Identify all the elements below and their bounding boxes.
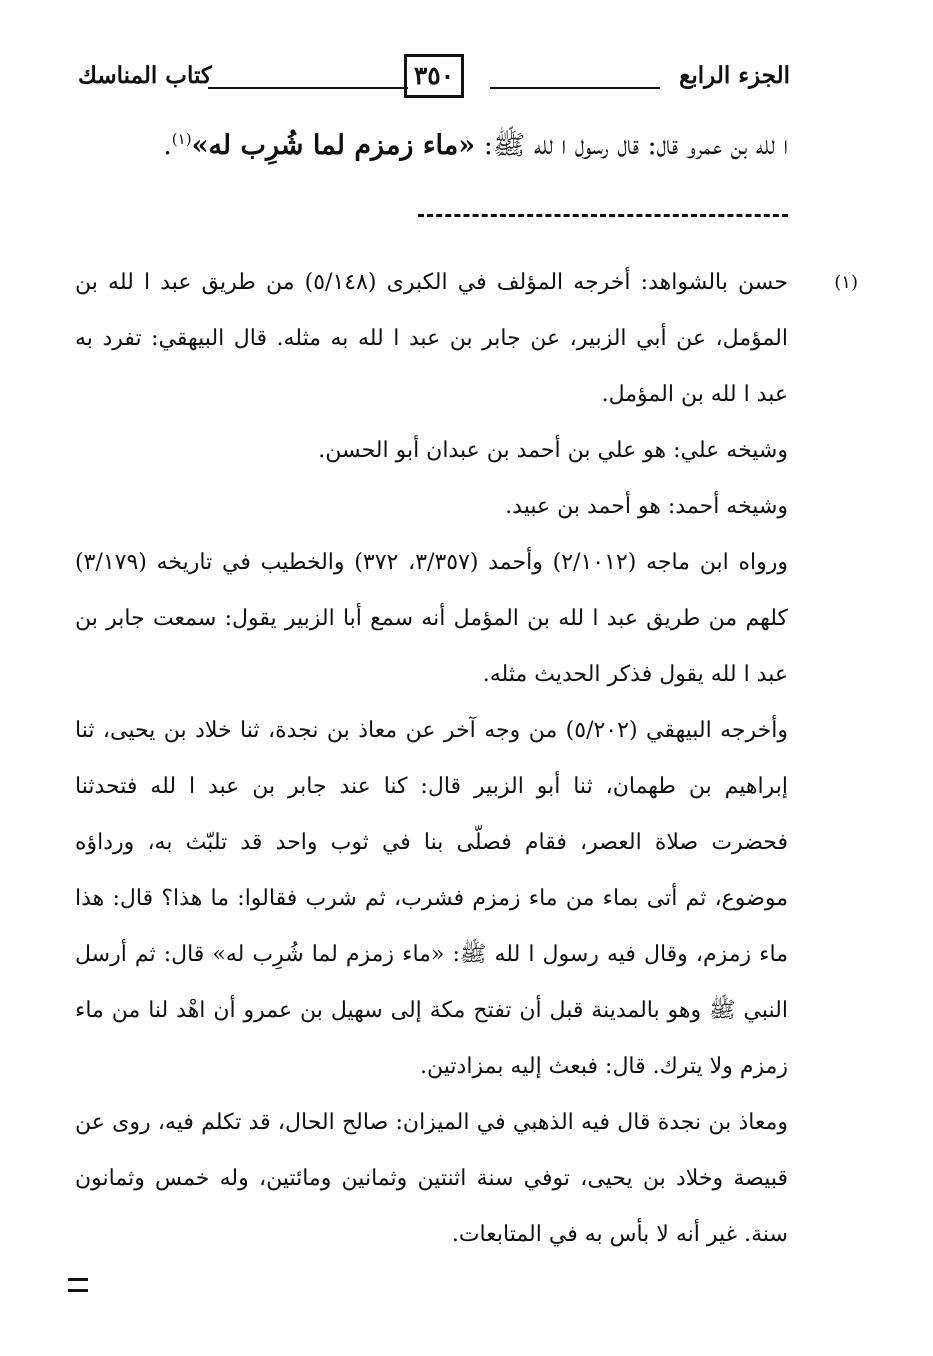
- end-of-page-mark: [68, 1278, 88, 1292]
- main-end: .: [163, 130, 172, 161]
- running-header: [78, 52, 790, 108]
- hadith-quote: «ماء زمزم لما شُرِب له»: [191, 130, 476, 161]
- book-title: كتاب المناسك: [78, 62, 212, 89]
- header-rule-left: [208, 87, 408, 89]
- footnote-paragraph: وشيخه أحمد: هو أحمد بن عبيد.: [505, 494, 788, 519]
- footnote-marker: (١): [834, 272, 858, 293]
- main-lead: ا لله بن عمرو قال: قال رسول ا لله ﷺ:: [475, 130, 788, 161]
- volume-title: الجزء الرابع: [679, 62, 790, 89]
- main-text-line: [163, 128, 788, 168]
- footnote-paragraph: ومعاذ بن نجدة قال فيه الذهبي في الميزان: صالح الحال، قد تكلم فيه، روى عن قبيصة وخلاد بن يحيى، توفي سنة اثنتين وثمانين ومائتين، وله خمس وثمانون سنة. غير أنه لا بأس به في المتابعات.: [75, 1110, 788, 1247]
- footnote-paragraph: حسن بالشواهد: أخرجه المؤلف في الكبرى (٥/١٤٨) من طريق عبد ا لله بن المؤمل، عن أبي الزبير، عن جابر بن عبد ا لله به مثله. قال البيهقي: تفرد به عبد ا لله بن المؤمل.: [75, 270, 788, 407]
- footnote-paragraph: ورواه ابن ماجه (٢/١٠١٢) وأحمد (٣/٣٥٧، ٣٧٢) والخطيب في تاريخه (٣/١٧٩) كلهم من طريق عبد ا لله بن المؤمل أنه سمع أبا الزبير يقول: سمعت جابر بن عبد ا لله يقول فذكر الحديث مثله.: [75, 550, 788, 687]
- footnote-paragraph: وشيخه علي: هو علي بن أحمد بن عبدان أبو الحسن.: [318, 438, 788, 463]
- page-number: ٣٥٠: [404, 54, 464, 98]
- footnote-reference: (١): [171, 130, 192, 148]
- footnote-paragraph: وأخرجه البيهقي (٥/٢٠٢) من وجه آخر عن معاذ بن نجدة، ثنا خلاد بن يحيى، ثنا إبراهيم بن طهمان، ثنا أبو الزبير قال: كنا عند جابر بن عبد ا لله فتحدثنا فحضرت صلاة العصر، فقام فصلّى بنا في ثوب واحد قد تلبّث به، ورداؤه موضوع، ثم أتى بماء من ماء زمزم فشرب، ثم شرب فقالوا: ما هذا؟ قال: هذا ماء زمزم، وقال فيه رسول ا لله ﷺ: «ماء زمزم لما شُرِب له» قال: ثم أرسل النبي ﷺ وهو بالمدينة قبل أن تفتح مكة إلى سهيل بن عمرو أن اهْد لنا من ماء زمزم ولا يترك. قال: فبعث إليه بمزادتين.: [75, 718, 789, 1079]
- header-rule-right: [490, 87, 660, 89]
- footnotes: [75, 255, 858, 1263]
- footnote-separator: [418, 214, 788, 217]
